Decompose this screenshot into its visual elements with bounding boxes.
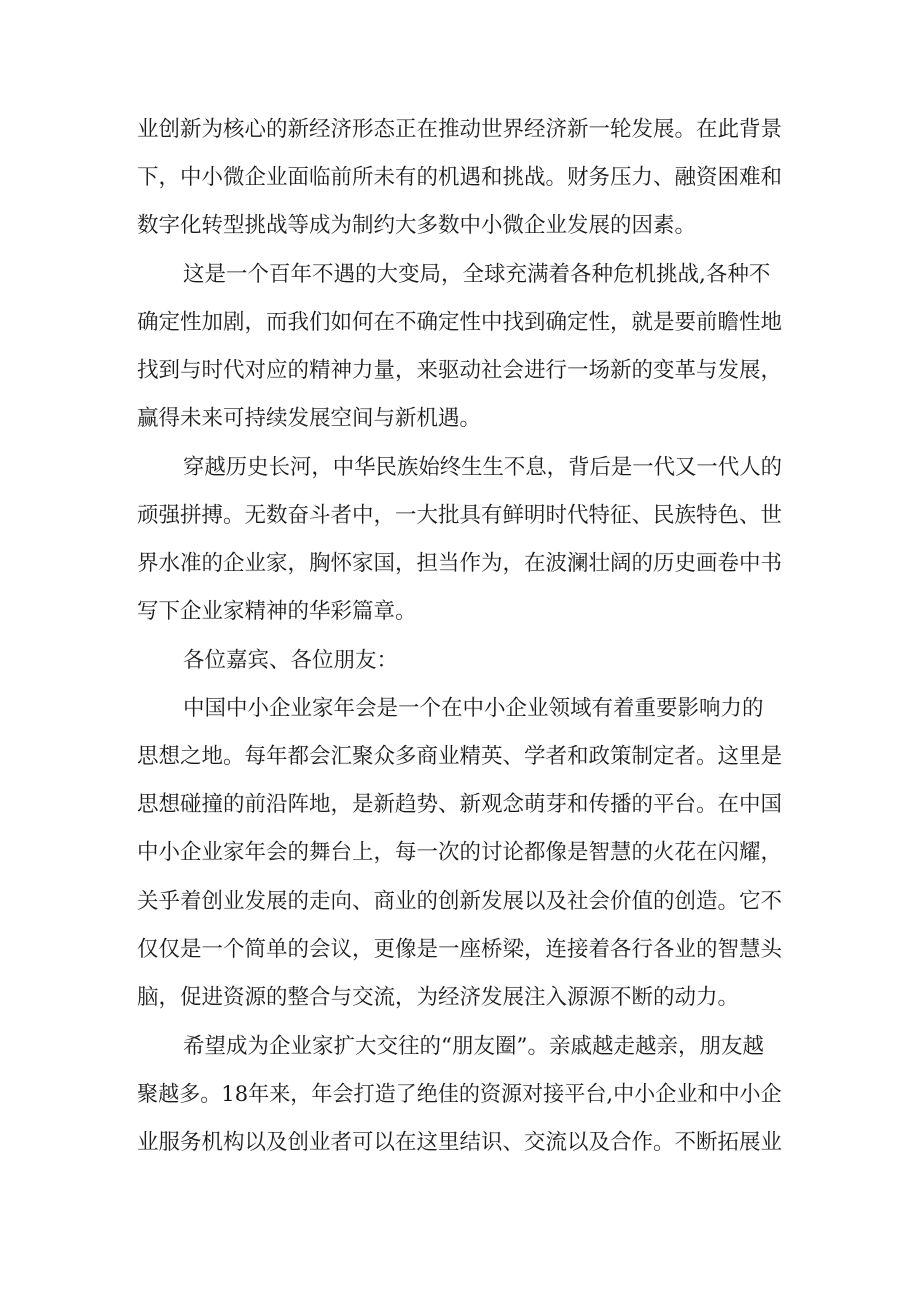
text-line: 业创新为核心的新经济形态正在推动世界经济新一轮发展。在此背景 bbox=[137, 117, 783, 142]
text-line: 业服务机构以及创业者可以在这里结识、交流以及合作。不断拓展业 bbox=[137, 1130, 783, 1155]
paragraph-first-line: 中国中小企业家年会是一个在中小企业领域有着重要影响力的 bbox=[183, 696, 764, 721]
text-line: 下，中小微企业面临前所未有的机遇和挑战。财务压力、融资困难和 bbox=[137, 165, 783, 190]
paragraph-first-line: 这是一个百年不遇的大变局，全球充满着各种危机挑战,各种不 bbox=[183, 262, 771, 287]
salutation: 各位嘉宾、各位朋友： bbox=[183, 648, 399, 673]
text-line: 顽强拼搏。无数奋斗者中，一大批具有鲜明时代特征、民族特色、世 bbox=[137, 503, 783, 528]
text-line: 聚越多。18年来，年会打造了绝佳的资源对接平台,中小企业和中小企 bbox=[137, 1082, 782, 1107]
text-line: 写下企业家精神的华彩篇章。 bbox=[137, 599, 417, 624]
text-line: 仅仅是一个简单的会议，更像是一座桥梁，连接着各行各业的智慧头 bbox=[137, 937, 783, 962]
text-line: 确定性加剧，而我们如何在不确定性中找到确定性，就是要前瞻性地 bbox=[137, 310, 783, 335]
text-line: 思想之地。每年都会汇聚众多商业精英、学者和政策制定者。这里是 bbox=[137, 744, 783, 769]
text-line: 中小企业家年会的舞台上，每一次的讨论都像是智慧的火花在闪耀， bbox=[137, 840, 783, 865]
text-line: 关乎着创业发展的走向、商业的创新发展以及社会价值的创造。它不 bbox=[137, 889, 783, 914]
text-line: 界水准的企业家，胸怀家国，担当作为，在波澜壮阔的历史画卷中书 bbox=[137, 551, 783, 576]
text-line: 数字化转型挑战等成为制约大多数中小微企业发展的因素。 bbox=[137, 213, 697, 238]
text-line: 思想碰撞的前沿阵地，是新趋势、新观念萌芽和传播的平台。在中国 bbox=[137, 792, 783, 817]
text-line: 找到与时代对应的精神力量，来驱动社会进行一场新的变革与发展， bbox=[137, 358, 783, 383]
text-line: 脑，促进资源的整合与交流，为经济发展注入源源不断的动力。 bbox=[137, 985, 740, 1010]
text-line: 赢得未来可持续发展空间与新机遇。 bbox=[137, 406, 482, 431]
paragraph-first-line: 穿越历史长河，中华民族始终生生不息，背后是一代又一代人的 bbox=[183, 455, 783, 480]
paragraph-first-line: 希望成为企业家扩大交往的“朋友圈”。亲戚越走越亲，朋友越 bbox=[183, 1034, 764, 1059]
